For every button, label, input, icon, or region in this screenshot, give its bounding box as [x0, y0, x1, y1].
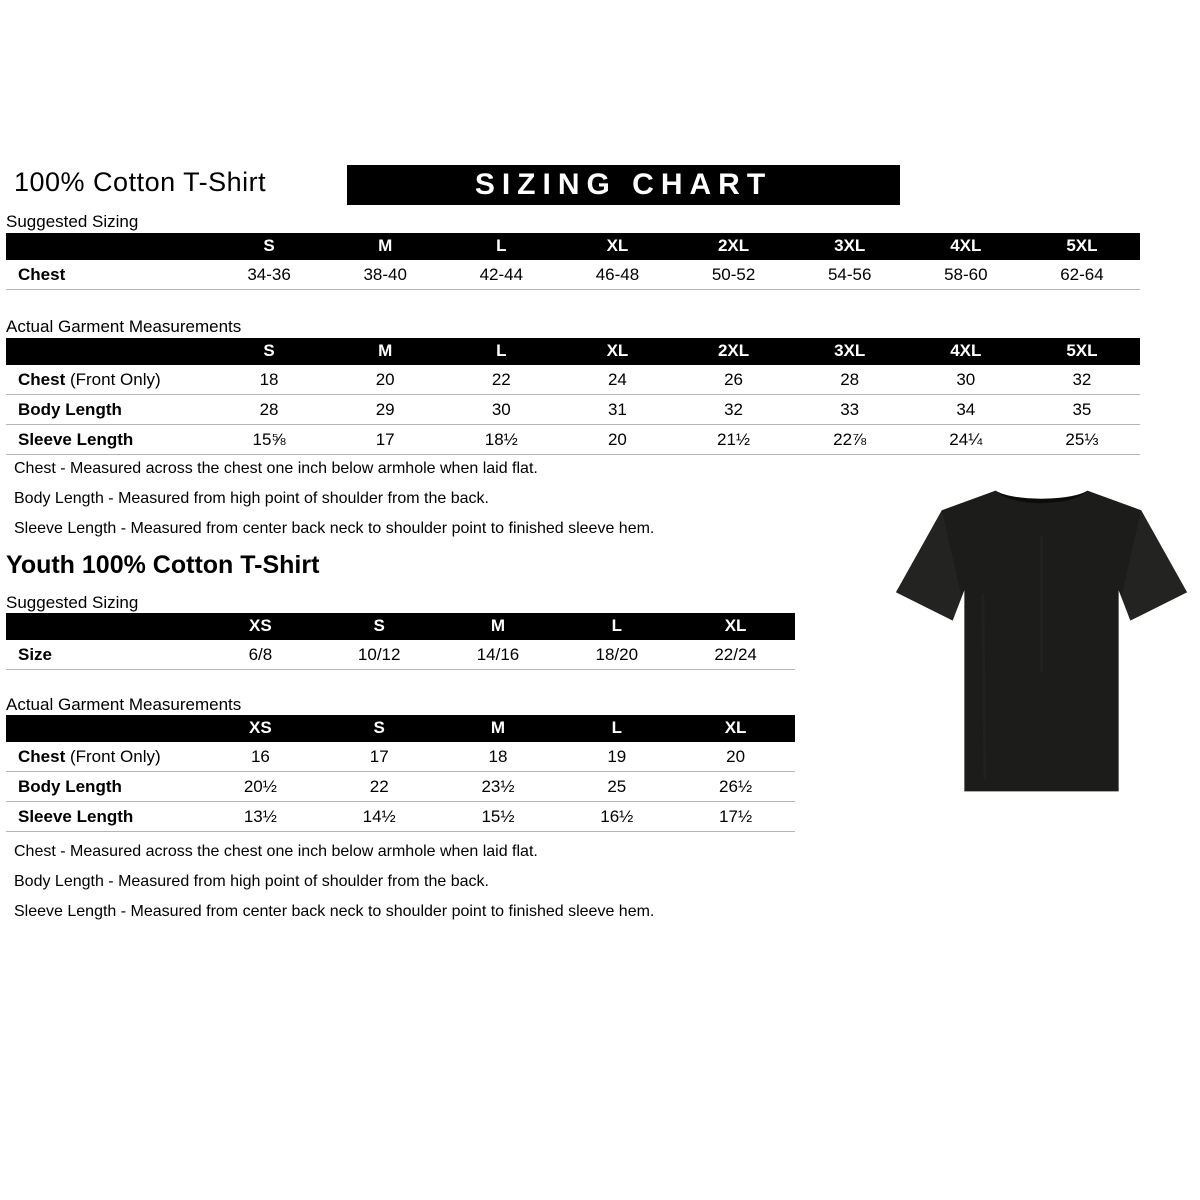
- size-header-cell: 3XL: [792, 233, 908, 260]
- youth-garment-measurements-table: [6, 715, 795, 832]
- black-tshirt-image: [893, 477, 1190, 809]
- size-value-cell: 30: [443, 395, 559, 425]
- youth-suggested-sizing-table: [6, 613, 795, 670]
- header-row: [6, 233, 1140, 260]
- size-value-cell: 28: [792, 365, 908, 395]
- size-value-cell: 18: [211, 365, 327, 395]
- size-header-cell: S: [320, 613, 439, 640]
- size-header-cell: 3XL: [792, 338, 908, 365]
- row-label-cell: Chest (Front Only): [6, 742, 201, 772]
- youth-garment-measurements-label: Actual Garment Measurements: [6, 695, 242, 714]
- adult-garment-measurements-label: Actual Garment Measurements: [6, 317, 242, 336]
- size-value-cell: 24: [559, 365, 675, 395]
- size-value-cell: 62-64: [1024, 260, 1140, 290]
- youth-section-title: Youth 100% Cotton T-Shirt: [6, 551, 320, 579]
- size-value-cell: 46-48: [559, 260, 675, 290]
- size-value-cell: 20: [327, 365, 443, 395]
- size-header-cell: L: [443, 233, 559, 260]
- table-row: [6, 772, 795, 802]
- size-header-cell: L: [443, 338, 559, 365]
- sizing-chart-banner: SIZING CHART: [347, 165, 900, 205]
- size-value-cell: 31: [559, 395, 675, 425]
- size-value-cell: 28: [211, 395, 327, 425]
- size-header-cell: XL: [676, 715, 795, 742]
- size-value-cell: 20: [559, 425, 675, 455]
- size-value-cell: 35: [1024, 395, 1140, 425]
- table-row: [6, 395, 1140, 425]
- size-header-cell: S: [211, 233, 327, 260]
- size-value-cell: 54-56: [792, 260, 908, 290]
- size-value-cell: 42-44: [443, 260, 559, 290]
- measurement-note: Chest - Measured across the chest one inch below armhole when laid flat.: [14, 460, 538, 477]
- size-value-cell: 17½: [676, 802, 795, 832]
- size-value-cell: 30: [908, 365, 1024, 395]
- size-header-cell: M: [327, 338, 443, 365]
- size-value-cell: 15½: [439, 802, 558, 832]
- adult-suggested-sizing-table: [6, 233, 1140, 290]
- size-value-cell: 13½: [201, 802, 320, 832]
- header-spacer-cell: [6, 233, 211, 260]
- size-header-cell: XL: [559, 233, 675, 260]
- measurement-note: Sleeve Length - Measured from center back neck to shoulder point to finished sleeve hem.: [14, 903, 655, 920]
- size-header-cell: 5XL: [1024, 338, 1140, 365]
- page-title: 100% Cotton T-Shirt: [14, 167, 267, 197]
- size-header-cell: M: [327, 233, 443, 260]
- size-value-cell: 19: [557, 742, 676, 772]
- size-value-cell: 14/16: [439, 640, 558, 670]
- size-value-cell: 18/20: [557, 640, 676, 670]
- size-value-cell: 14½: [320, 802, 439, 832]
- size-value-cell: 32: [676, 395, 792, 425]
- row-label-cell: Chest (Front Only): [6, 365, 211, 395]
- table-row: [6, 260, 1140, 290]
- size-header-cell: 4XL: [908, 338, 1024, 365]
- header-spacer-cell: [6, 338, 211, 365]
- size-value-cell: 34-36: [211, 260, 327, 290]
- table-row: [6, 802, 795, 832]
- measurement-note: Body Length - Measured from high point of shoulder from the back.: [14, 873, 489, 890]
- size-value-cell: 26: [676, 365, 792, 395]
- size-value-cell: 29: [327, 395, 443, 425]
- size-value-cell: 15⅝: [211, 425, 327, 455]
- size-value-cell: 22: [443, 365, 559, 395]
- size-header-cell: L: [557, 613, 676, 640]
- size-value-cell: 24¼: [908, 425, 1024, 455]
- header-row: [6, 715, 795, 742]
- size-header-cell: L: [557, 715, 676, 742]
- size-header-cell: 5XL: [1024, 233, 1140, 260]
- row-label-cell: Sleeve Length: [6, 425, 211, 455]
- size-value-cell: 23½: [439, 772, 558, 802]
- size-value-cell: 58-60: [908, 260, 1024, 290]
- size-value-cell: 20: [676, 742, 795, 772]
- adult-suggested-sizing-label: Suggested Sizing: [6, 212, 139, 231]
- size-value-cell: 17: [327, 425, 443, 455]
- size-value-cell: 20½: [201, 772, 320, 802]
- header-row: [6, 613, 795, 640]
- header-row: [6, 338, 1140, 365]
- header-spacer-cell: [6, 613, 201, 640]
- row-label-cell: Size: [6, 640, 201, 670]
- adult-garment-measurements-table: [6, 338, 1140, 455]
- size-header-cell: 2XL: [676, 233, 792, 260]
- size-header-cell: 4XL: [908, 233, 1024, 260]
- size-value-cell: 18: [439, 742, 558, 772]
- measurement-note: Chest - Measured across the chest one inch below armhole when laid flat.: [14, 843, 538, 860]
- youth-measurement-notes: [14, 843, 654, 933]
- size-value-cell: 32: [1024, 365, 1140, 395]
- row-label-cell: Body Length: [6, 772, 201, 802]
- size-header-cell: M: [439, 715, 558, 742]
- size-header-cell: S: [320, 715, 439, 742]
- size-value-cell: 33: [792, 395, 908, 425]
- size-value-cell: 18½: [443, 425, 559, 455]
- table-row: [6, 365, 1140, 395]
- size-value-cell: 26½: [676, 772, 795, 802]
- size-header-cell: 2XL: [676, 338, 792, 365]
- table-row: [6, 742, 795, 772]
- measurement-note: Body Length - Measured from high point of shoulder from the back.: [14, 490, 489, 507]
- table-row: [6, 425, 1140, 455]
- size-value-cell: 16: [201, 742, 320, 772]
- size-value-cell: 6/8: [201, 640, 320, 670]
- youth-suggested-sizing-label: Suggested Sizing: [6, 593, 139, 612]
- size-value-cell: 38-40: [327, 260, 443, 290]
- row-label-cell: Chest: [6, 260, 211, 290]
- size-value-cell: 10/12: [320, 640, 439, 670]
- size-header-cell: XS: [201, 715, 320, 742]
- size-value-cell: 50-52: [676, 260, 792, 290]
- adult-measurement-notes: [14, 460, 654, 550]
- header-spacer-cell: [6, 715, 201, 742]
- size-value-cell: 34: [908, 395, 1024, 425]
- row-label-cell: Body Length: [6, 395, 211, 425]
- size-value-cell: 22/24: [676, 640, 795, 670]
- size-value-cell: 25: [557, 772, 676, 802]
- size-value-cell: 22: [320, 772, 439, 802]
- size-value-cell: 25⅓: [1024, 425, 1140, 455]
- size-value-cell: 21½: [676, 425, 792, 455]
- size-header-cell: XL: [676, 613, 795, 640]
- size-header-cell: S: [211, 338, 327, 365]
- size-value-cell: 22⅞: [792, 425, 908, 455]
- size-header-cell: M: [439, 613, 558, 640]
- size-value-cell: 16½: [557, 802, 676, 832]
- size-header-cell: XS: [201, 613, 320, 640]
- measurement-note: Sleeve Length - Measured from center back neck to shoulder point to finished sleeve hem.: [14, 520, 655, 537]
- table-row: [6, 640, 795, 670]
- size-value-cell: 17: [320, 742, 439, 772]
- row-label-cell: Sleeve Length: [6, 802, 201, 832]
- size-header-cell: XL: [559, 338, 675, 365]
